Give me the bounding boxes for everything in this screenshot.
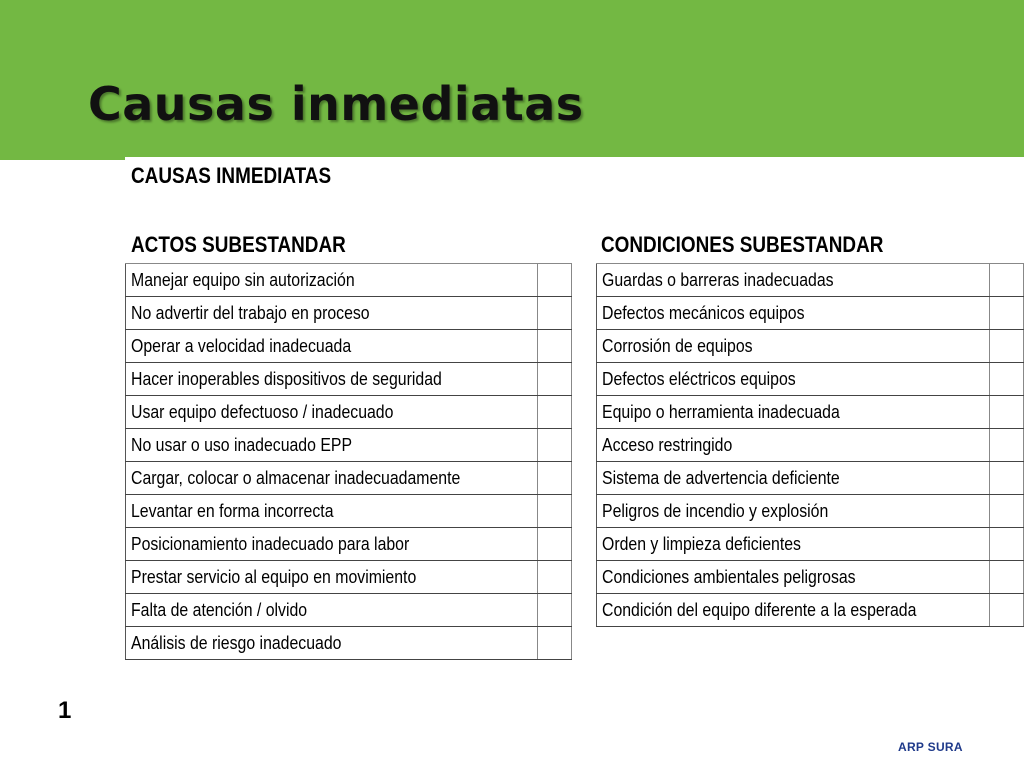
condiciones-item-label: [597, 396, 985, 429]
condiciones-item-label: [597, 330, 985, 363]
condiciones-row: [597, 396, 1024, 429]
actos-row: [126, 264, 572, 297]
condiciones-row: [597, 528, 1024, 561]
actos-item-text: Levantar en forma incorrecta: [131, 500, 334, 521]
condiciones-row: [597, 594, 1024, 627]
condiciones-checkbox-cell[interactable]: [989, 264, 1023, 297]
actos-row: [126, 528, 572, 561]
actos-item-label: [126, 561, 533, 594]
condiciones-item-text: Peligros de incendio y explosión: [602, 500, 829, 521]
condiciones-checkbox-cell[interactable]: [989, 495, 1023, 528]
actos-item-text: No usar o uso inadecuado EPP: [131, 434, 353, 455]
actos-checkbox-cell[interactable]: [537, 429, 572, 462]
condiciones-item-label: [597, 363, 985, 396]
condiciones-item-label: [597, 297, 985, 330]
condiciones-item-text: Condición del equipo diferente a la esperada: [602, 599, 917, 620]
condiciones-checkbox-cell[interactable]: [989, 396, 1023, 429]
condiciones-item-label: [597, 528, 985, 561]
actos-heading: ACTOS SUBESTANDAR: [131, 232, 346, 257]
condiciones-checkbox-cell[interactable]: [989, 594, 1023, 627]
actos-item-label: [126, 330, 533, 363]
condiciones-checkbox-cell[interactable]: [989, 297, 1023, 330]
actos-item-label: [126, 363, 533, 396]
condiciones-heading: CONDICIONES SUBESTANDAR: [601, 232, 884, 257]
condiciones-item-label: [597, 561, 985, 594]
actos-checkbox-cell[interactable]: [537, 297, 572, 330]
actos-checkbox-cell[interactable]: [537, 561, 572, 594]
actos-item-label: [126, 462, 533, 495]
condiciones-checkbox-cell[interactable]: [989, 330, 1023, 363]
condiciones-item-label: [597, 264, 985, 297]
actos-row: [126, 330, 572, 363]
condiciones-item-label: [597, 429, 985, 462]
condiciones-item-text: Defectos eléctricos equipos: [602, 368, 796, 389]
actos-item-text: Usar equipo defectuoso / inadecuado: [131, 401, 394, 422]
actos-table: [125, 263, 572, 660]
actos-item-text: Manejar equipo sin autorización: [131, 269, 355, 290]
actos-checkbox-cell[interactable]: [537, 462, 572, 495]
condiciones-item-label: [597, 462, 985, 495]
condiciones-item-label: [597, 495, 985, 528]
actos-item-label: [126, 429, 533, 462]
actos-item-label: [126, 264, 533, 297]
condiciones-checkbox-cell[interactable]: [989, 429, 1023, 462]
actos-row: [126, 396, 572, 429]
actos-item-text: Posicionamiento inadecuado para labor: [131, 533, 410, 554]
document-heading: CAUSAS INMEDIATAS: [131, 163, 332, 188]
actos-checkbox-cell[interactable]: [537, 594, 572, 627]
condiciones-item-text: Orden y limpieza deficientes: [602, 533, 801, 554]
actos-row: [126, 363, 572, 396]
condiciones-row: [597, 561, 1024, 594]
condiciones-row: [597, 495, 1024, 528]
condiciones-item-text: Guardas o barreras inadecuadas: [602, 269, 834, 290]
actos-checkbox-cell[interactable]: [537, 627, 572, 660]
condiciones-row: [597, 330, 1024, 363]
condiciones-checkbox-cell[interactable]: [989, 363, 1023, 396]
condiciones-row: [597, 297, 1024, 330]
condiciones-checkbox-cell[interactable]: [989, 561, 1023, 594]
condiciones-item-text: Sistema de advertencia deficiente: [602, 467, 840, 488]
page-number: 1: [58, 697, 72, 724]
actos-checkbox-cell[interactable]: [537, 528, 572, 561]
condiciones-table: [596, 263, 1024, 627]
actos-checkbox-cell[interactable]: [537, 330, 572, 363]
condiciones-item-text: Corrosión de equipos: [602, 335, 753, 356]
actos-checkbox-cell[interactable]: [537, 495, 572, 528]
actos-row: [126, 561, 572, 594]
actos-row: [126, 429, 572, 462]
actos-item-label: [126, 495, 533, 528]
actos-row: [126, 495, 572, 528]
slide-title: Causas inmediatas: [88, 77, 584, 131]
actos-checkbox-cell[interactable]: [537, 363, 572, 396]
actos-item-label: [126, 528, 533, 561]
actos-row: [126, 297, 572, 330]
condiciones-checkbox-cell[interactable]: [989, 528, 1023, 561]
actos-item-label: [126, 297, 533, 330]
actos-row: [126, 594, 572, 627]
condiciones-row: [597, 429, 1024, 462]
actos-item-text: No advertir del trabajo en proceso: [131, 302, 370, 323]
condiciones-item-text: Acceso restringido: [602, 434, 733, 455]
actos-row: [126, 627, 572, 660]
condiciones-item-text: Defectos mecánicos equipos: [602, 302, 805, 323]
actos-item-label: [126, 627, 533, 660]
brand-logo-text: ARP SURA: [898, 740, 963, 754]
condiciones-checkbox-cell[interactable]: [989, 462, 1023, 495]
actos-item-text: Hacer inoperables dispositivos de seguridad: [131, 368, 442, 389]
condiciones-row: [597, 462, 1024, 495]
actos-item-label: [126, 594, 533, 627]
actos-item-text: Cargar, colocar o almacenar inadecuadamente: [131, 467, 461, 488]
condiciones-row: [597, 264, 1024, 297]
actos-item-text: Prestar servicio al equipo en movimiento: [131, 566, 417, 587]
actos-item-text: Operar a velocidad inadecuada: [131, 335, 352, 356]
actos-checkbox-cell[interactable]: [537, 396, 572, 429]
actos-item-text: Análisis de riesgo inadecuado: [131, 632, 342, 653]
actos-checkbox-cell[interactable]: [537, 264, 572, 297]
condiciones-item-text: Equipo o herramienta inadecuada: [602, 401, 840, 422]
actos-item-text: Falta de atención / olvido: [131, 599, 308, 620]
condiciones-item-text: Condiciones ambientales peligrosas: [602, 566, 856, 587]
actos-row: [126, 462, 572, 495]
condiciones-row: [597, 363, 1024, 396]
condiciones-item-label: [597, 594, 985, 627]
actos-item-label: [126, 396, 533, 429]
